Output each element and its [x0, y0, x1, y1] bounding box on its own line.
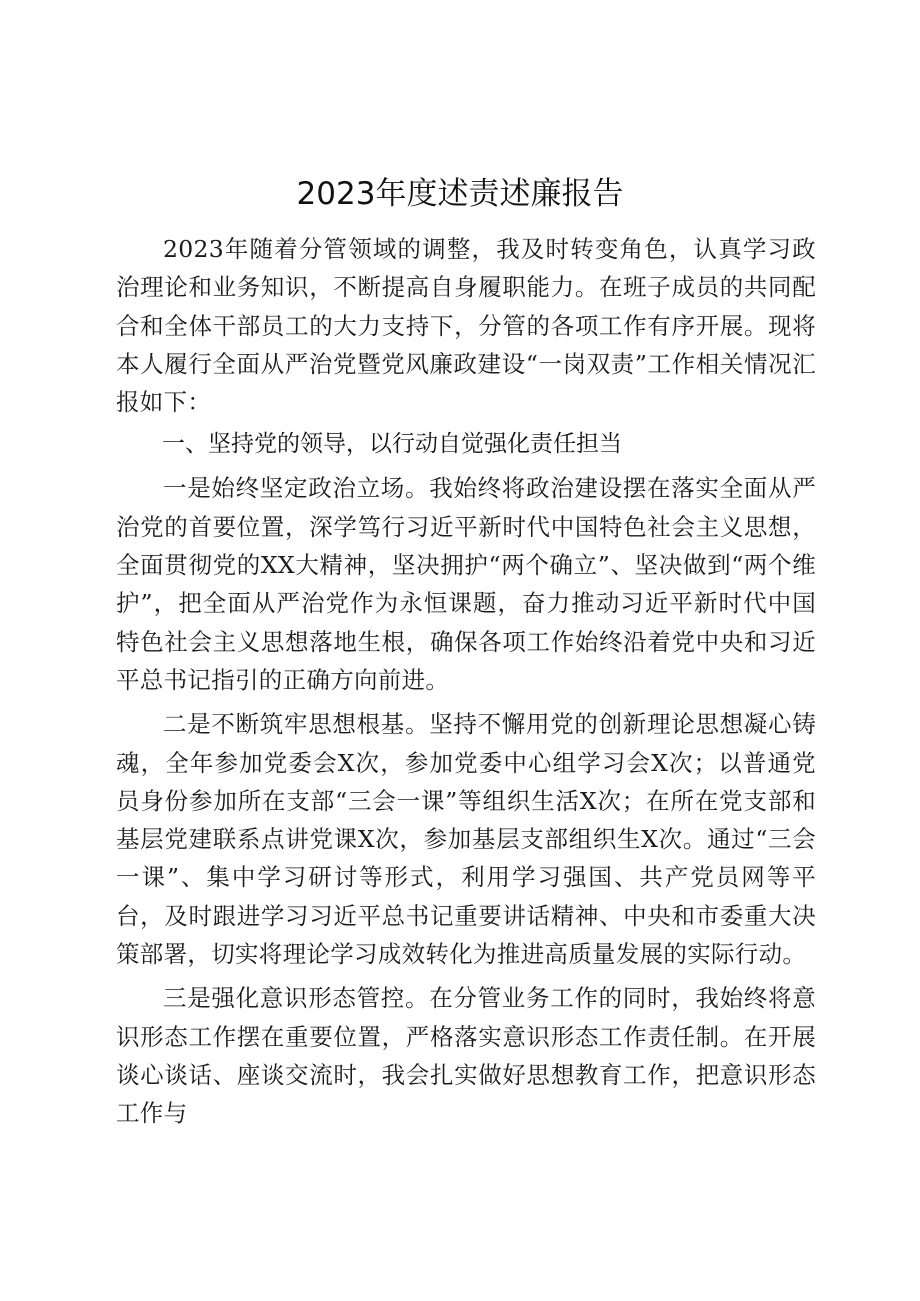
section-1-paragraph-3: 三是强化意识形态管控。在分管业务工作的同时，我始终将意识形态工作摆在重要位置，严格落实意识形态工作责任制。在开展谈心谈话、座谈交流时，我会扎实做好思想教育工作，把意识形态工作与: [116, 984, 816, 1128]
section-1-paragraph-1: 一是始终坚定政治立场。我始终将政治建设摆在落实全面从严治党的首要位置，深学笃行习近平新时代中国特色社会主义思想，全面贯彻党的XX大精神，坚决拥护“两个确立”、坚决做到“两个维护”，把全面从严治党作为永恒课题，奋力推动习近平新时代中国特色社会主义思想落地生根，确保各项工作始终沿着党中央和习近平总书记指引的正确方向前进。: [116, 474, 816, 694]
section-1-paragraph-2: 二是不断筑牢思想根基。坚持不懈用党的创新理论思想凝心铸魂，全年参加党委会X次，参加党委中心组学习会X次；以普通党员身份参加所在支部“三会一课”等组织生活X次；在所在党支部和基层党建联系点讲党课X次，参加基层支部组织生X次。通过“三会一课”、集中学习研讨等形式，利用学习强国、共产党员网等平台，及时跟进学习习近平总书记重要讲话精神、中央和市委重大决策部署，切实将理论学习成效转化为推进高质量发展的实际行动。: [116, 710, 816, 969]
intro-paragraph: 2023年随着分管领域的调整，我及时转变角色，认真学习政治理论和业务知识，不断提高自身履职能力。在班子成员的共同配合和全体干部员工的大力支持下，分管的各项工作有序开展。现将本人履行全面从严治党暨党风廉政建设“一岗双责”工作相关情况汇报如下：: [116, 235, 816, 417]
document-body: [116, 230, 816, 1133]
section-heading-1: 一、坚持党的领导，以行动自觉强化责任担当: [162, 431, 622, 458]
document-title: 2023年度述责述廉报告: [296, 176, 624, 212]
